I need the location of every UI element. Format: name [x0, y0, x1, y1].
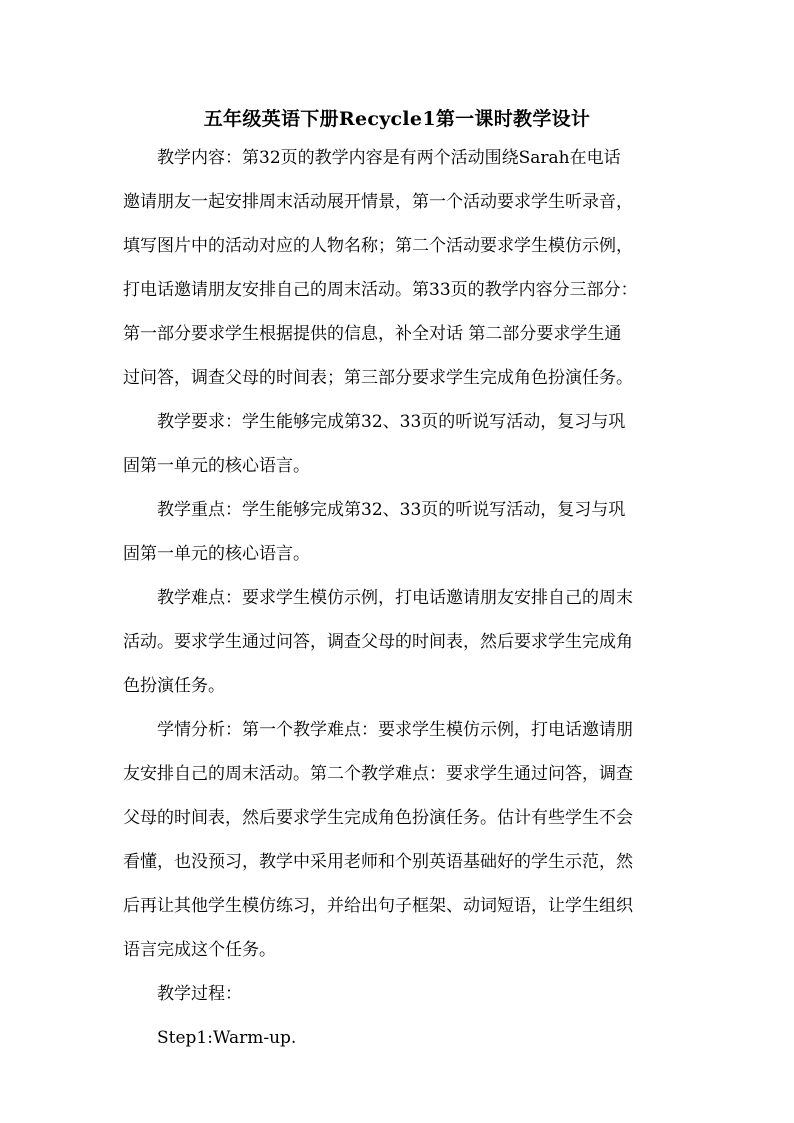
paragraph-analysis-line-5: 后再让其他学生模仿练习，并给出句子框架、动词短语，让学生组织: [123, 896, 633, 916]
paragraph-difficulties-line-3: 色扮演任务。: [123, 676, 225, 696]
paragraph-content-line-2: 邀请朋友一起安排周末活动展开情景，第一个活动要求学生听录音，: [123, 192, 633, 212]
paragraph-content-line-3: 填写图片中的活动对应的人物名称；第二个活动要求学生模仿示例，: [123, 236, 633, 256]
paragraph-requirements-line-1: 教学要求：学生能够完成第32、33页的听说写活动，复习与巩: [157, 412, 626, 432]
paragraph-content-line-1: 教学内容：第32页的教学内容是有两个活动围绕Sarah在电话: [157, 148, 621, 168]
paragraph-analysis-line-1: 学情分析：第一个教学难点：要求学生模仿示例，打电话邀请朋: [157, 720, 633, 740]
document-title: 五年级英语下册Recycle1第一课时教学设计: [203, 108, 591, 130]
paragraph-key-points-line-1: 教学重点：学生能够完成第32、33页的听说写活动，复习与巩: [157, 500, 626, 520]
paragraph-step1: Step1:Warm-up.: [157, 1028, 297, 1048]
paragraph-analysis-line-6: 语言完成这个任务。: [123, 940, 276, 960]
paragraph-content-line-5: 第一部分要求学生根据提供的信息，补全对话 第二部分要求学生通: [123, 324, 622, 344]
paragraph-process-heading: 教学过程：: [157, 984, 242, 1004]
paragraph-analysis-line-2: 友安排自己的周末活动。第二个教学难点：要求学生通过问答，调查: [123, 764, 633, 784]
paragraph-content-line-4: 打电话邀请朋友安排自己的周末活动。第33页的教学内容分三部分：: [123, 280, 638, 300]
paragraph-difficulties-line-1: 教学难点：要求学生模仿示例，打电话邀请朋友安排自己的周末: [157, 588, 633, 608]
paragraph-requirements-line-2: 固第一单元的核心语言。: [123, 456, 310, 476]
paragraph-analysis-line-3: 父母的时间表，然后要求学生完成角色扮演任务。估计有些学生不会: [123, 808, 633, 828]
paragraph-key-points-line-2: 固第一单元的核心语言。: [123, 544, 310, 564]
paragraph-content-line-6: 过问答，调查父母的时间表；第三部分要求学生完成角色扮演任务。: [123, 368, 633, 388]
paragraph-analysis-line-4: 看懂，也没预习，教学中采用老师和个别英语基础好的学生示范，然: [123, 852, 633, 872]
paragraph-difficulties-line-2: 活动。要求学生通过问答，调查父母的时间表，然后要求学生完成角: [123, 632, 633, 652]
